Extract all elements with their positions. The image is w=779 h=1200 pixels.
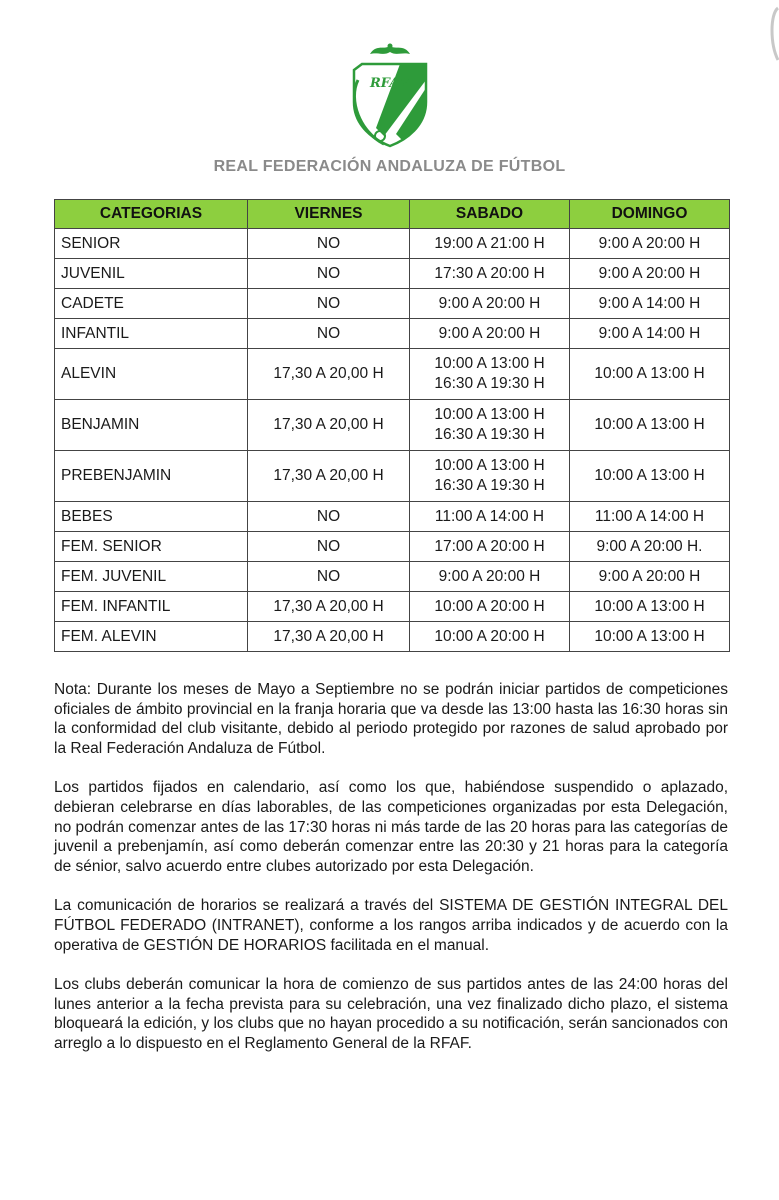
header-domingo: DOMINGO xyxy=(570,200,730,229)
schedule-table xyxy=(54,199,730,652)
note-paragraph: Los clubs deberán comunicar la hora de comienzo de sus partidos antes de las 24:00 horas del lunes anterior a la fecha prevista para su celebración, una vez finalizado dicho plazo, el sistema bloqueará la edición, y los clubs que no hayan procedido a su notificación, serán sancionados con arreglo a lo dispuesto en el Reglamento General de la RFAF. xyxy=(54,976,728,1052)
organization-name: REAL FEDERACIÓN ANDALUZA DE FÚTBOL xyxy=(213,158,566,175)
table-row xyxy=(55,592,730,622)
sabado-cell xyxy=(410,259,570,289)
header-viernes: VIERNES xyxy=(248,200,410,229)
table-body xyxy=(55,229,730,652)
category-cell: CADETE xyxy=(55,289,248,319)
viernes-cell: 17,30 A 20,00 H xyxy=(248,400,410,451)
sabado-slot: 10:00 A 13:00 H xyxy=(434,406,545,423)
table-row xyxy=(55,622,730,652)
viernes-cell: 17,30 A 20,00 H xyxy=(248,592,410,622)
sabado-cell xyxy=(410,451,570,502)
sabado-slot: 11:00 A 14:00 H xyxy=(434,507,545,525)
domingo-cell: 10:00 A 13:00 H xyxy=(570,592,730,622)
table-row xyxy=(55,400,730,451)
table-row xyxy=(55,319,730,349)
viernes-cell: NO xyxy=(248,532,410,562)
domingo-cell: 10:00 A 13:00 H xyxy=(570,349,730,400)
domingo-cell: 9:00 A 20:00 H xyxy=(570,229,730,259)
category-cell: INFANTIL xyxy=(55,319,248,349)
note-paragraph: La comunicación de horarios se realizará a través del SISTEMA DE GESTIÓN INTEGRAL DEL FÚTBOL FEDERADO (INTRANET), conforme a los rangos arriba indicados y de acuerdo con la operativa de GESTIÓN DE HORARIOS facilitada en el manual. xyxy=(54,897,728,954)
domingo-cell: 9:00 A 20:00 H xyxy=(570,259,730,289)
sabado-cell xyxy=(410,562,570,592)
table-row xyxy=(55,349,730,400)
category-cell: FEM. JUVENIL xyxy=(55,562,248,592)
sabado-slot: 10:00 A 13:00 H xyxy=(434,457,545,474)
sabado-cell xyxy=(410,592,570,622)
domingo-cell: 10:00 A 13:00 H xyxy=(570,622,730,652)
viernes-cell: 17,30 A 20,00 H xyxy=(248,622,410,652)
category-cell: SENIOR xyxy=(55,229,248,259)
table-row xyxy=(55,451,730,502)
category-cell: ALEVIN xyxy=(55,349,248,400)
note-paragraph: Nota: Durante los meses de Mayo a Septiembre no se podrán iniciar partidos de competiciones oficiales de ámbito provincial en la franja horaria que va desde las 13:00 hasta las 16:30 horas sin la conformidad del club visitante, debido al periodo protegido por razones de salud aprobado por la Real Federación Andaluza de Fútbol. xyxy=(54,681,728,757)
domingo-cell: 10:00 A 13:00 H xyxy=(570,400,730,451)
sabado-slot: 9:00 A 20:00 H xyxy=(438,567,541,585)
header-sabado: SABADO xyxy=(410,200,570,229)
sabado-cell xyxy=(410,229,570,259)
viernes-cell: NO xyxy=(248,502,410,532)
category-cell: BENJAMIN xyxy=(55,400,248,451)
corner-decoration xyxy=(758,4,779,64)
table-row xyxy=(55,229,730,259)
sabado-slot: 9:00 A 20:00 H xyxy=(438,324,541,342)
table-row xyxy=(55,562,730,592)
sabado-slot: 10:00 A 20:00 H xyxy=(434,627,545,645)
category-cell: BEBES xyxy=(55,502,248,532)
category-cell: FEM. INFANTIL xyxy=(55,592,248,622)
notes-section xyxy=(54,680,728,1074)
sabado-slot: 17:00 A 20:00 H xyxy=(434,537,545,555)
logo-text: RFAF xyxy=(370,76,409,91)
table-row xyxy=(55,289,730,319)
viernes-cell: NO xyxy=(248,229,410,259)
rfaf-logo xyxy=(340,40,440,152)
table-header-row xyxy=(55,200,730,229)
table-row xyxy=(55,532,730,562)
sabado-slot: 17:30 A 20:00 H xyxy=(434,264,545,282)
domingo-cell: 9:00 A 14:00 H xyxy=(570,319,730,349)
sabado-slot: 16:30 A 19:30 H xyxy=(434,375,545,392)
sabado-cell xyxy=(410,622,570,652)
sabado-slot: 10:00 A 13:00 H xyxy=(434,355,545,372)
header-categorias: CATEGORIAS xyxy=(55,200,248,229)
domingo-cell: 9:00 A 20:00 H. xyxy=(570,532,730,562)
viernes-cell: NO xyxy=(248,562,410,592)
sabado-slot: 9:00 A 20:00 H xyxy=(438,294,541,312)
table-row xyxy=(55,259,730,289)
viernes-cell: NO xyxy=(248,289,410,319)
domingo-cell: 11:00 A 14:00 H xyxy=(570,502,730,532)
sabado-cell xyxy=(410,532,570,562)
sabado-slot: 16:30 A 19:30 H xyxy=(434,477,545,494)
sabado-slot: 16:30 A 19:30 H xyxy=(434,426,545,443)
sabado-cell xyxy=(410,319,570,349)
viernes-cell: NO xyxy=(248,259,410,289)
sabado-slot: 19:00 A 21:00 H xyxy=(434,234,545,252)
category-cell: FEM. ALEVIN xyxy=(55,622,248,652)
sabado-cell xyxy=(410,400,570,451)
domingo-cell: 10:00 A 13:00 H xyxy=(570,451,730,502)
note-paragraph: Los partidos fijados en calendario, así como los que, habiéndose suspendido o aplazado, debieran celebrarse en días laborables, de las competiciones organizadas por esta Delegación, no podrán comenzar antes de las 17:30 horas ni más tarde de las 20 horas para las categorías de juvenil a prebenjamín, así como deberán comenzar entre las 20:30 y 21 horas para la categoría de sénior, salvo acuerdo entre clubes autorizado por esta Delegación. xyxy=(54,779,728,875)
sabado-cell xyxy=(410,289,570,319)
category-cell: FEM. SENIOR xyxy=(55,532,248,562)
sabado-cell xyxy=(410,349,570,400)
sabado-cell xyxy=(410,502,570,532)
category-cell: JUVENIL xyxy=(55,259,248,289)
sabado-slot: 10:00 A 20:00 H xyxy=(434,597,545,615)
rfaf-shield-icon xyxy=(340,40,440,152)
category-cell: PREBENJAMIN xyxy=(55,451,248,502)
domingo-cell: 9:00 A 20:00 H xyxy=(570,562,730,592)
viernes-cell: 17,30 A 20,00 H xyxy=(248,349,410,400)
viernes-cell: NO xyxy=(248,319,410,349)
domingo-cell: 9:00 A 14:00 H xyxy=(570,289,730,319)
table-row xyxy=(55,502,730,532)
viernes-cell: 17,30 A 20,00 H xyxy=(248,451,410,502)
